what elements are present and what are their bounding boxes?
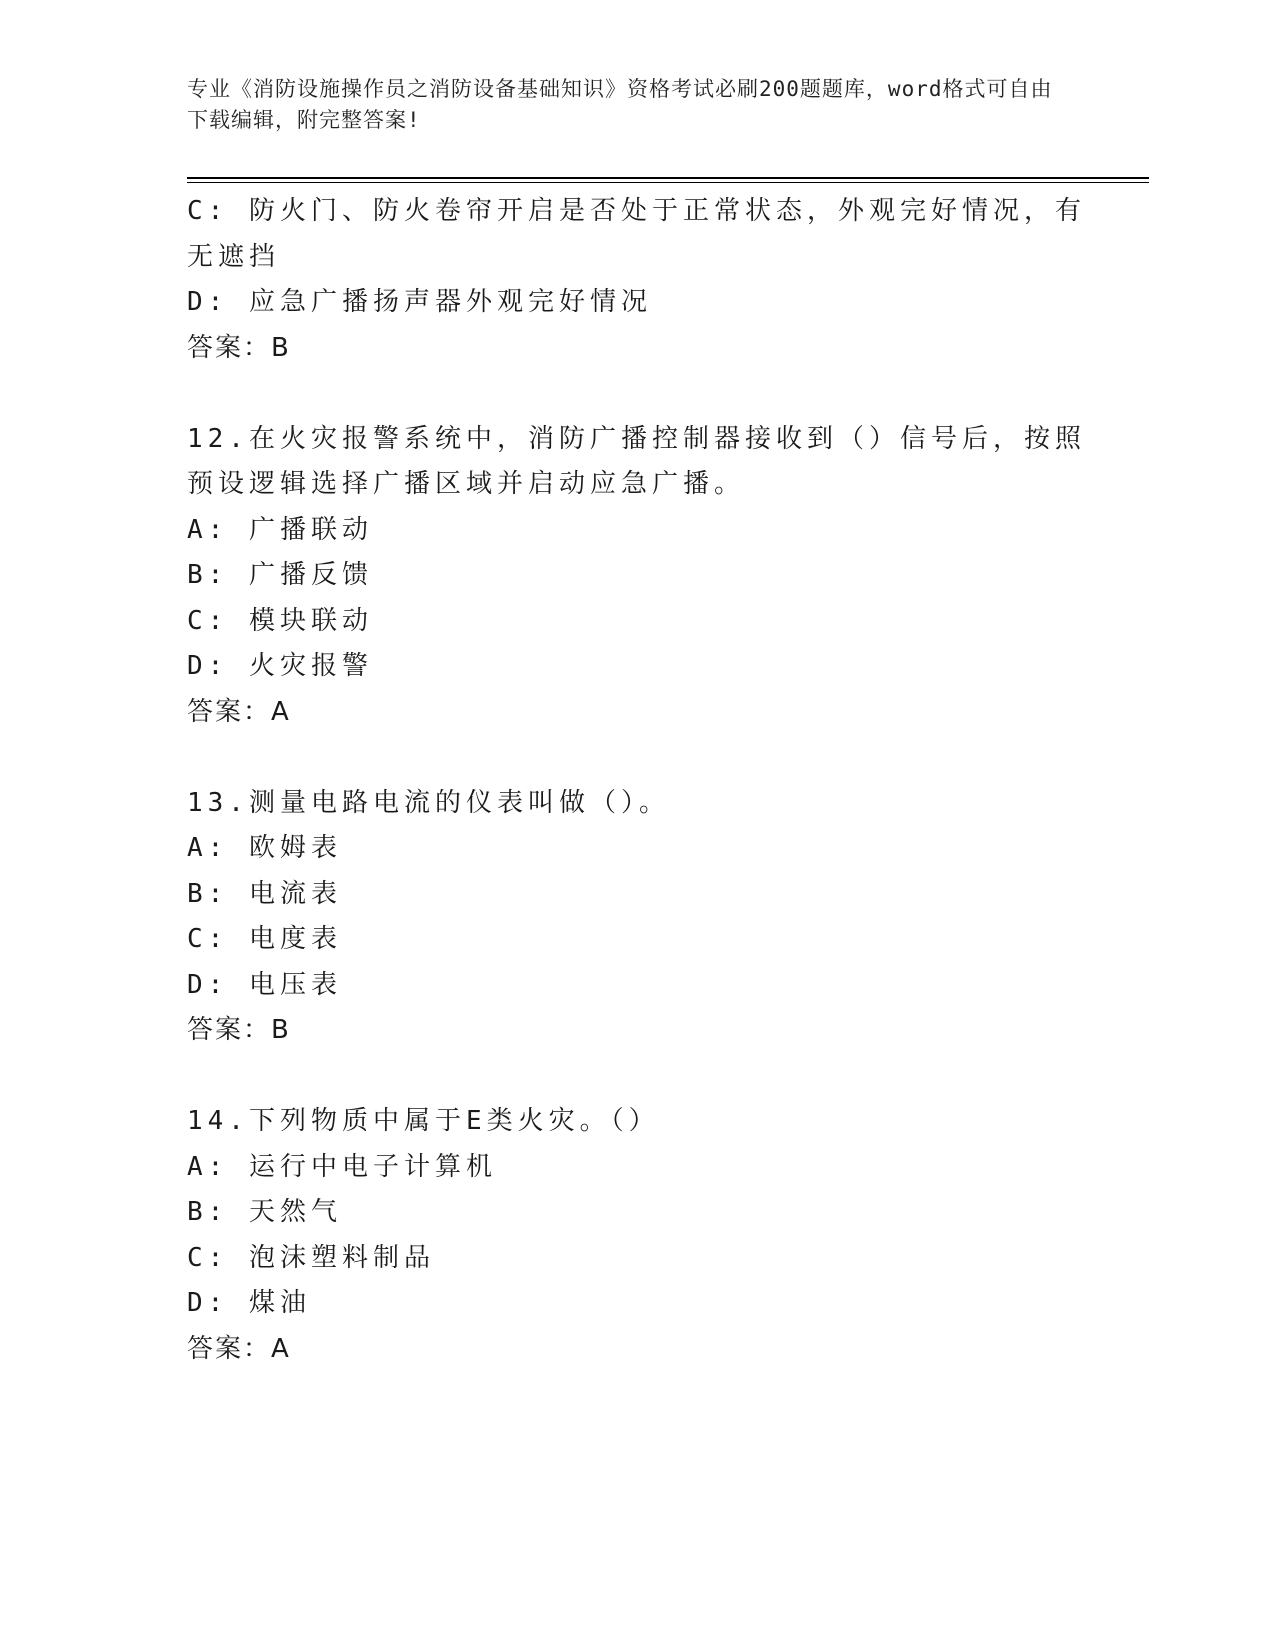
option-b: B: 电流表 [187, 878, 342, 909]
option-c: C: 防火门、防火卷帘开启是否处于正常状态，外观完好情况，有无遮挡 [187, 196, 1086, 272]
question-13 [187, 781, 1087, 1054]
option-d: D: 电压表 [187, 969, 342, 1000]
option-b: B: 广播反馈 [187, 560, 373, 590]
answer: 答案：A [187, 1333, 291, 1364]
option-c: C: 泡沫塑料制品 [187, 1242, 435, 1273]
question-list [187, 189, 1087, 1372]
header-divider-thin [187, 182, 1149, 183]
question-stem: 13.测量电路电流的仪表叫做（）。 [187, 787, 670, 818]
option-a: A: 运行中电子计算机 [187, 1151, 497, 1182]
answer: 答案：B [187, 1015, 291, 1045]
option-d: D: 应急广播扬声器外观完好情况 [187, 287, 652, 317]
option-a: A: 广播联动 [187, 514, 373, 545]
previous-question-tail [187, 189, 1087, 371]
option-c: C: 电度表 [187, 924, 342, 954]
answer: 答案：B [187, 332, 291, 363]
question-14 [187, 1099, 1087, 1372]
question-stem: 14.下列物质中属于E类火灾。（） [187, 1106, 660, 1136]
header-divider [187, 177, 1149, 179]
option-a: A: 欧姆表 [187, 833, 342, 863]
option-c: C: 模块联动 [187, 605, 373, 636]
answer: 答案：A [187, 696, 291, 727]
option-d: D: 火灾报警 [187, 651, 373, 681]
option-d: D: 煤油 [187, 1288, 311, 1318]
question-stem: 12.在火灾报警系统中，消防广播控制器接收到（）信号后，按照预设逻辑选择广播区域并启动应急广播。 [187, 423, 1086, 499]
document-intro: 专业《消防设施操作员之消防设备基础知识》资格考试必刷200题题库，word格式可自由下载编辑，附完整答案! [187, 77, 1053, 132]
question-12 [187, 417, 1087, 736]
option-b: B: 天然气 [187, 1197, 342, 1227]
